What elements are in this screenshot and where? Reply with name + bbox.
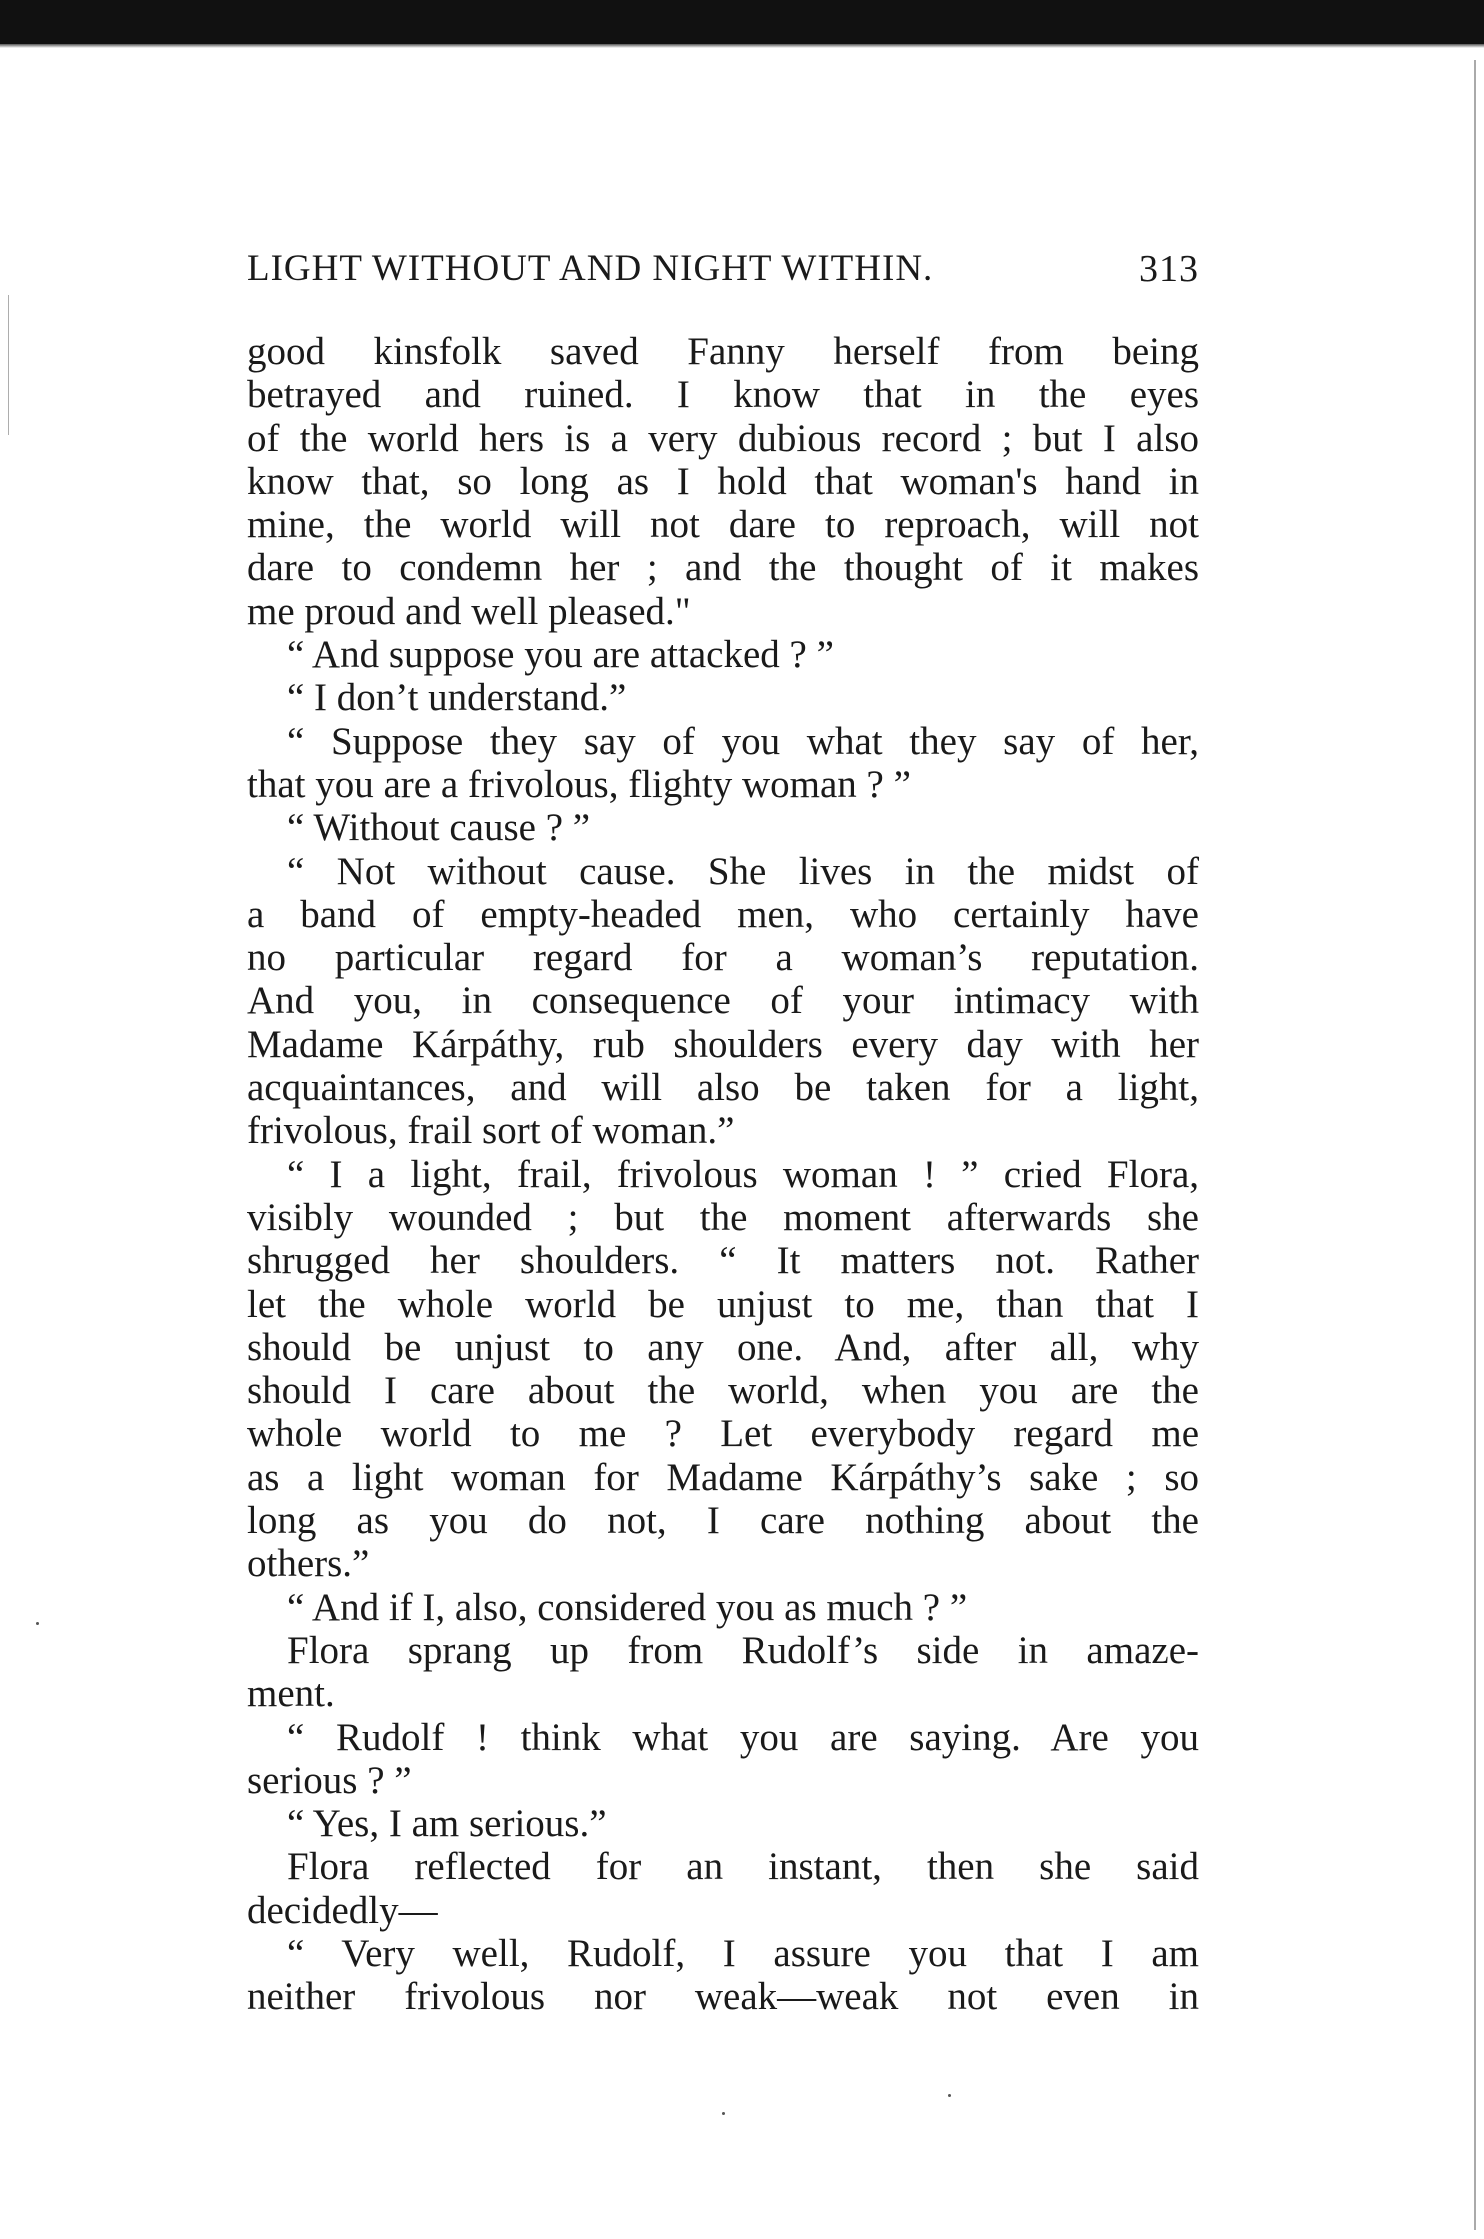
- text-line: visibly wounded ; but the moment afterwards she: [247, 1195, 1199, 1239]
- text-line: ment.: [247, 1672, 335, 1716]
- text-line: acquaintances, and will also be taken for a light,: [247, 1066, 1199, 1110]
- text-line: serious ? ”: [247, 1758, 412, 1802]
- text-line: “ Not without cause. She lives in the midst of: [287, 849, 1199, 893]
- text-line: Madame Kárpáthy, rub shoulders every day with her: [247, 1022, 1199, 1066]
- text-line: neither frivolous nor weak—weak not even in: [247, 1975, 1199, 2019]
- text-line: “ And if I, also, considered you as much ? ”: [287, 1585, 968, 1629]
- text-line: “ Very well, Rudolf, I assure you that I am: [287, 1931, 1199, 1975]
- scan-border-edge: [0, 44, 1484, 48]
- text-line: “ I a light, frail, frivolous woman ! ” cried Flora,: [287, 1152, 1199, 1196]
- page-number: 313: [1139, 248, 1199, 290]
- text-line: betrayed and ruined. I know that in the eyes: [247, 373, 1199, 417]
- body-text: [247, 330, 1199, 2019]
- text-line: frivolous, frail sort of woman.”: [247, 1109, 735, 1153]
- text-line: And you, in consequence of your intimacy with: [247, 979, 1199, 1023]
- text-line: know that, so long as I hold that woman's hand in: [247, 459, 1199, 503]
- scan-speck: [722, 2112, 725, 2115]
- text-line: others.”: [247, 1542, 370, 1586]
- text-line: should I care about the world, when you are the: [247, 1369, 1199, 1413]
- text-line: “ Yes, I am serious.”: [287, 1802, 607, 1846]
- text-line: Flora reflected for an instant, then she said: [287, 1845, 1199, 1889]
- text-line: whole world to me ? Let everybody regard me: [247, 1412, 1199, 1456]
- text-line: as a light woman for Madame Kárpáthy’s sake ; so: [247, 1455, 1199, 1499]
- text-line: Flora sprang up from Rudolf’s side in amaze-: [287, 1628, 1199, 1672]
- text-line: “ I don’t understand.”: [287, 676, 627, 720]
- text-line: that you are a frivolous, flighty woman ? ”: [247, 762, 911, 806]
- text-line: shrugged her shoulders. “ It matters not. Rather: [247, 1239, 1199, 1283]
- scan-top-border: [0, 0, 1484, 44]
- text-line: long as you do not, I care nothing about the: [247, 1499, 1199, 1543]
- scan-speck: [948, 2094, 951, 2097]
- text-line: mine, the world will not dare to reproach, will not: [247, 503, 1199, 547]
- running-head-title: LIGHT WITHOUT AND NIGHT WITHIN.: [247, 248, 934, 289]
- text-line: “ Rudolf ! think what you are saying. Are you: [287, 1715, 1199, 1759]
- text-line: dare to condemn her ; and the thought of it makes: [247, 546, 1199, 590]
- text-line: decidedly—: [247, 1888, 438, 1932]
- scan-left-mark: [8, 295, 9, 435]
- text-line: should be unjust to any one. And, after all, why: [247, 1325, 1199, 1369]
- text-line: “ Suppose they say of you what they say of her,: [287, 719, 1199, 763]
- text-line: good kinsfolk saved Fanny herself from being: [247, 330, 1199, 373]
- text-line: me proud and well pleased.": [247, 589, 691, 633]
- text-line: “ And suppose you are attacked ? ”: [287, 633, 834, 677]
- text-line: “ Without cause ? ”: [287, 806, 591, 850]
- scan-speck: [36, 1622, 39, 1625]
- text-line: of the world hers is a very dubious record ; but I also: [247, 416, 1199, 460]
- text-line: a band of empty-headed men, who certainly have: [247, 892, 1199, 936]
- text-line: let the whole world be unjust to me, than that I: [247, 1282, 1199, 1326]
- scan-right-edge: [1474, 60, 1476, 2230]
- text-line: no particular regard for a woman’s reputation.: [247, 936, 1199, 980]
- running-head: [247, 244, 1199, 294]
